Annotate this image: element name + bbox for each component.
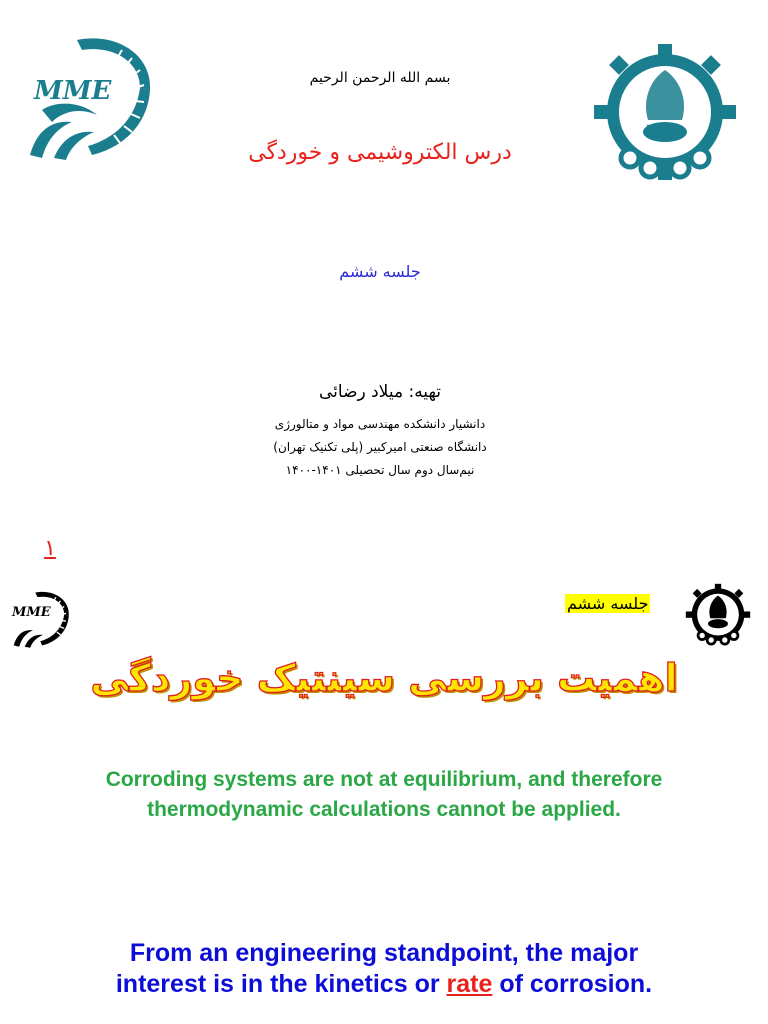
university-gear-logo-icon	[590, 40, 740, 190]
mme-logo-text: MME	[34, 76, 112, 106]
affiliation-line-2: دانشگاه صنعتی امیرکبیر (پلی تکنیک تهران)	[273, 440, 487, 454]
equilibrium-line-1: Corroding systems are not at equilibrium, and therefore	[105, 768, 663, 791]
session-badge: جلسه ششم	[567, 594, 649, 613]
affiliation-line-1: دانشیار دانشکده مهندسی مواد و متالورژی	[274, 417, 486, 431]
university-logo-small	[684, 582, 752, 650]
mme-logo-top	[22, 30, 157, 165]
session-label: جلسه ششم	[339, 262, 421, 281]
engineering-line-1: From an engineering standpoint, the major	[129, 939, 639, 967]
engineering-line-2-start: interest is in the kinetics or	[115, 970, 447, 998]
kinetics-heading: اهمیت بررسی سینتیک خوردگی	[90, 656, 678, 700]
university-gear-logo-small-icon	[684, 582, 752, 650]
engineering-statement	[0, 938, 768, 1000]
equilibrium-line-2: thermodynamic calculations cannot be applied.	[147, 798, 621, 821]
semester-line: نیم‌سال دوم سال تحصیلی ۱۴۰۱-۱۴۰۰	[285, 463, 475, 477]
prepared-by: تهیه: میلاد رضائی	[318, 382, 442, 402]
university-logo-year: ۱۳۰۷	[645, 122, 677, 137]
engineering-line-2-end: of corrosion.	[492, 970, 653, 998]
page-number: ۱	[44, 536, 56, 561]
equilibrium-statement	[0, 765, 768, 825]
bismillah-text: بسم الله الرحمن الرحیم	[309, 70, 451, 86]
mme-logo-small-text: MME	[12, 605, 51, 620]
mme-logo-small	[10, 588, 72, 650]
course-title: درس الکتروشیمی و خوردگی	[248, 140, 512, 165]
engineering-line-2	[0, 969, 768, 1000]
university-logo-top	[590, 40, 740, 190]
rate-word: rate	[446, 970, 493, 998]
